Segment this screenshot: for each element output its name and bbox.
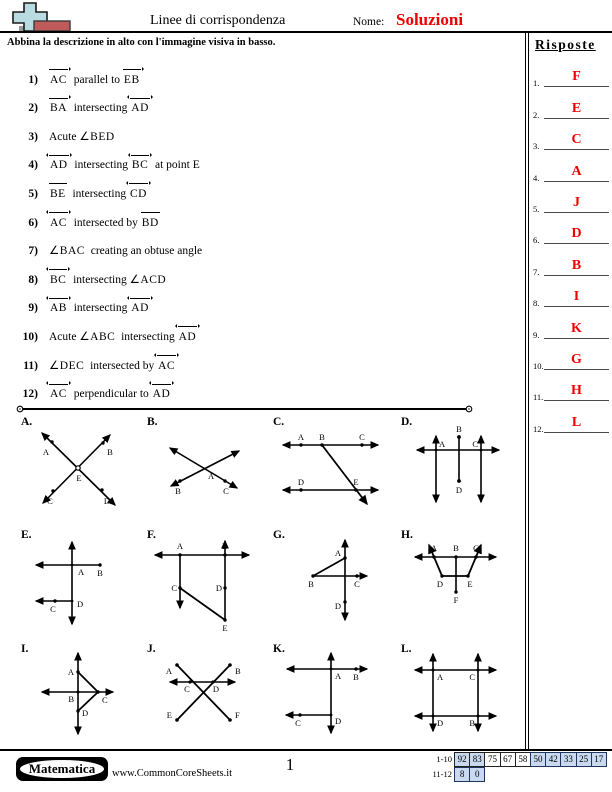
answer-letter: I — [573, 289, 580, 305]
score-cell: 83 — [469, 752, 485, 767]
figure-d-diagram — [390, 415, 525, 527]
svg-text:C: C — [184, 684, 190, 694]
score-cell: 92 — [454, 752, 470, 767]
svg-text:A: A — [67, 667, 74, 677]
figure-label: F. — [147, 529, 156, 541]
question-row — [14, 58, 519, 87]
figure-i — [10, 642, 136, 748]
svg-text:E: E — [353, 477, 359, 487]
answer-letter: L — [571, 414, 582, 430]
answer-item — [533, 155, 612, 186]
website-link[interactable]: www.CommonCoreSheets.it — [112, 768, 233, 779]
answer-blank — [544, 243, 609, 244]
answer-letter: E — [571, 100, 582, 116]
svg-text:A: A — [42, 447, 50, 457]
question-row — [14, 144, 519, 173]
figure-i-diagram — [10, 642, 136, 748]
question-number: 2) — [28, 102, 38, 115]
svg-text:C: C — [359, 432, 365, 442]
svg-text:D: D — [82, 708, 89, 718]
answer-letter: H — [571, 383, 582, 399]
answer-number: 8. — [533, 298, 540, 309]
question-number: 8) — [28, 273, 38, 286]
answer-number: 9. — [533, 329, 540, 340]
svg-text:D: D — [77, 599, 84, 609]
score-cell: 25 — [576, 752, 592, 767]
answer-letter: D — [571, 226, 582, 242]
score-cell: 50 — [530, 752, 546, 767]
answer-letter: G — [571, 351, 582, 367]
svg-text:B: B — [175, 486, 181, 496]
answer-item — [533, 61, 612, 92]
section-separator — [0, 402, 480, 416]
question-row — [14, 115, 519, 144]
svg-text:A: A — [208, 471, 215, 481]
svg-text:B: B — [235, 666, 241, 676]
answer-number: 6. — [533, 235, 540, 246]
answers-panel — [533, 35, 612, 438]
answer-item — [533, 187, 612, 218]
question-number: 12) — [22, 388, 38, 401]
question-text: BE intersecting CD — [49, 187, 148, 201]
answer-item — [533, 92, 612, 123]
svg-text:C: C — [295, 718, 301, 728]
answer-blank — [544, 181, 609, 182]
question-number: 6) — [28, 216, 38, 229]
figure-g-diagram — [262, 528, 390, 642]
figure-j — [136, 642, 262, 748]
score-cell: 42 — [545, 752, 561, 767]
question-number: 4) — [28, 159, 38, 172]
svg-text:B: B — [68, 694, 74, 704]
question-number: 10) — [22, 330, 38, 343]
question-number: 7) — [28, 245, 38, 258]
figure-g — [262, 528, 390, 642]
figure-h-diagram — [390, 528, 525, 642]
answer-blank — [544, 275, 609, 276]
svg-text:B: B — [319, 432, 325, 442]
svg-text:A: A — [78, 567, 85, 577]
answer-item — [533, 281, 612, 312]
svg-text:C: C — [47, 496, 53, 506]
figure-k — [262, 642, 390, 748]
svg-text:A: A — [334, 548, 341, 558]
svg-text:D: D — [436, 579, 444, 589]
answer-blank — [544, 369, 609, 370]
instruction-text: Abbina la descrizione in alto con l'immagine visiva in basso. — [7, 37, 276, 48]
answer-letter: K — [571, 320, 582, 336]
svg-text:B: B — [469, 718, 475, 728]
svg-text:D: D — [212, 684, 220, 694]
svg-text:D: D — [297, 477, 305, 487]
svg-text:B: B — [222, 541, 228, 551]
answer-item — [533, 312, 612, 343]
answer-letter: B — [571, 257, 582, 273]
answer-blank — [544, 149, 609, 150]
question-text: Acute ∠ABC intersecting AD — [49, 330, 197, 344]
question-number: 1) — [28, 73, 38, 86]
svg-text:C: C — [354, 579, 360, 589]
figure-c-diagram — [262, 415, 390, 527]
question-row — [14, 201, 519, 230]
figure-label: J. — [147, 643, 156, 655]
answer-item — [533, 218, 612, 249]
figure-label: G. — [273, 529, 285, 541]
score-row-1 — [424, 752, 607, 767]
svg-text:A: A — [297, 432, 305, 442]
svg-text:C: C — [102, 695, 108, 705]
svg-text:B: B — [97, 568, 103, 578]
score-cell: 75 — [484, 752, 500, 767]
answer-blank — [544, 338, 609, 339]
figure-e-diagram — [10, 528, 136, 642]
question-row — [14, 230, 519, 259]
answer-item — [533, 406, 612, 437]
question-row — [14, 315, 519, 344]
answers-divider — [525, 33, 529, 751]
answer-number: 4. — [533, 172, 540, 183]
answer-blank — [544, 400, 609, 401]
figure-f-diagram — [136, 528, 262, 642]
answer-number: 7. — [533, 266, 540, 277]
figure-k-diagram — [262, 642, 390, 748]
question-row — [14, 373, 519, 402]
answer-number: 1. — [533, 78, 540, 89]
answer-letter: J — [573, 194, 580, 210]
subject-badge-label: Matematica — [19, 759, 105, 779]
answer-item — [533, 249, 612, 280]
question-row — [14, 172, 519, 201]
figure-d — [390, 415, 525, 527]
svg-text:C: C — [472, 439, 478, 449]
question-row — [14, 344, 519, 373]
question-number: 11) — [23, 359, 38, 372]
figure-j-diagram — [136, 642, 262, 748]
answer-number: 2. — [533, 109, 540, 120]
answer-number: 5. — [533, 203, 540, 214]
name-label: Nome: — [353, 16, 385, 28]
score-row-2 — [424, 767, 607, 782]
score-cell: 0 — [469, 767, 485, 782]
question-text: ∠DEC intersected by AC — [49, 359, 176, 373]
svg-text:D: D — [455, 485, 463, 495]
figure-e — [10, 528, 136, 642]
answer-item — [533, 375, 612, 406]
svg-text:C: C — [469, 672, 475, 682]
svg-text:A: A — [335, 671, 342, 681]
score-cell: 8 — [454, 767, 470, 782]
answers-title: Risposte — [535, 37, 596, 52]
question-number: 3) — [28, 130, 38, 143]
svg-text:B: B — [456, 424, 462, 434]
question-number: 5) — [28, 187, 38, 200]
answer-blank — [544, 432, 609, 433]
question-text: AB intersecting AD — [49, 301, 150, 315]
solutions-value: Soluzioni — [396, 10, 464, 29]
answer-number: 12. — [533, 423, 544, 434]
svg-text:C: C — [473, 543, 479, 553]
figure-a-diagram — [10, 415, 136, 527]
answer-item — [533, 344, 612, 375]
svg-text:D: D — [437, 718, 444, 728]
answer-blank — [544, 212, 609, 213]
figure-c — [262, 415, 390, 527]
question-number: 9) — [28, 302, 38, 315]
answer-number: 10. — [533, 360, 544, 371]
question-text: ∠BAC creating an obtuse angle — [49, 245, 203, 258]
score-cell: 58 — [515, 752, 531, 767]
figure-b-diagram — [136, 415, 262, 527]
svg-text:B: B — [308, 579, 314, 589]
svg-text:C: C — [171, 583, 177, 593]
figure-label: B. — [147, 416, 158, 428]
score-row-label: 1-10 — [436, 754, 452, 764]
score-row-label: 11-12 — [432, 769, 452, 779]
page-number: 1 — [285, 755, 295, 774]
svg-text:A: A — [165, 666, 172, 676]
svg-text:C: C — [50, 604, 56, 614]
figure-label: A. — [21, 416, 33, 428]
svg-text:F: F — [235, 710, 240, 720]
score-cell: 67 — [500, 752, 516, 767]
question-row — [14, 87, 519, 116]
svg-text:D: D — [103, 496, 111, 506]
figure-l-diagram — [390, 642, 525, 748]
page-title: Linee di corrispondenza — [150, 13, 286, 28]
svg-text:B: B — [453, 543, 459, 553]
figure-label: H. — [401, 529, 413, 541]
svg-text:B: B — [353, 672, 359, 682]
footer-rule — [0, 749, 612, 751]
answer-blank — [544, 86, 609, 87]
score-cell: 17 — [591, 752, 607, 767]
svg-text:E: E — [222, 623, 228, 633]
svg-text:C: C — [223, 486, 229, 496]
commoncoresheets-logo — [12, 2, 74, 34]
figure-l — [390, 642, 525, 748]
figure-label: C. — [273, 416, 285, 428]
question-text: AC intersected by BD — [49, 216, 160, 230]
score-table — [424, 752, 607, 782]
answer-blank — [544, 118, 609, 119]
figure-f — [136, 528, 262, 642]
question-text: BA intersecting AD — [49, 101, 150, 115]
figure-label: L. — [401, 643, 412, 655]
question-text: AD intersecting BC at point E — [49, 158, 200, 172]
score-cell: 33 — [560, 752, 576, 767]
subject-badge — [16, 757, 108, 781]
svg-text:A: A — [176, 541, 184, 551]
answer-letter: F — [572, 69, 581, 85]
figure-a — [10, 415, 136, 527]
svg-text:A: A — [439, 439, 446, 449]
question-text: AC perpendicular to AD — [49, 387, 171, 401]
question-row — [14, 287, 519, 316]
figure-label: E. — [21, 529, 32, 541]
question-text: Acute ∠BED — [49, 130, 115, 143]
answer-number: 11. — [533, 392, 544, 403]
svg-text:E: E — [76, 473, 82, 483]
svg-text:A: A — [437, 672, 444, 682]
figure-h — [390, 528, 525, 642]
svg-text:F: F — [453, 595, 459, 605]
answer-letter: A — [571, 163, 582, 179]
header-rule — [0, 31, 612, 33]
figure-label: K. — [273, 643, 285, 655]
svg-text:D: D — [215, 583, 222, 593]
figure-label: D. — [401, 416, 413, 428]
question-text: BC intersecting ∠ACD — [49, 273, 166, 287]
answer-letter: C — [571, 132, 582, 148]
answer-number: 3. — [533, 141, 540, 152]
figure-label: I. — [21, 643, 29, 655]
svg-text:B: B — [107, 447, 113, 457]
answer-blank — [544, 306, 609, 307]
question-list — [14, 58, 519, 401]
figure-b — [136, 415, 262, 527]
svg-text:D: D — [335, 716, 342, 726]
question-text: AC parallel to EB — [49, 73, 141, 87]
svg-text:E: E — [467, 579, 473, 589]
svg-text:D: D — [334, 601, 341, 611]
svg-text:E: E — [166, 710, 172, 720]
svg-text:A: A — [430, 543, 438, 553]
answer-item — [533, 124, 612, 155]
question-row — [14, 258, 519, 287]
